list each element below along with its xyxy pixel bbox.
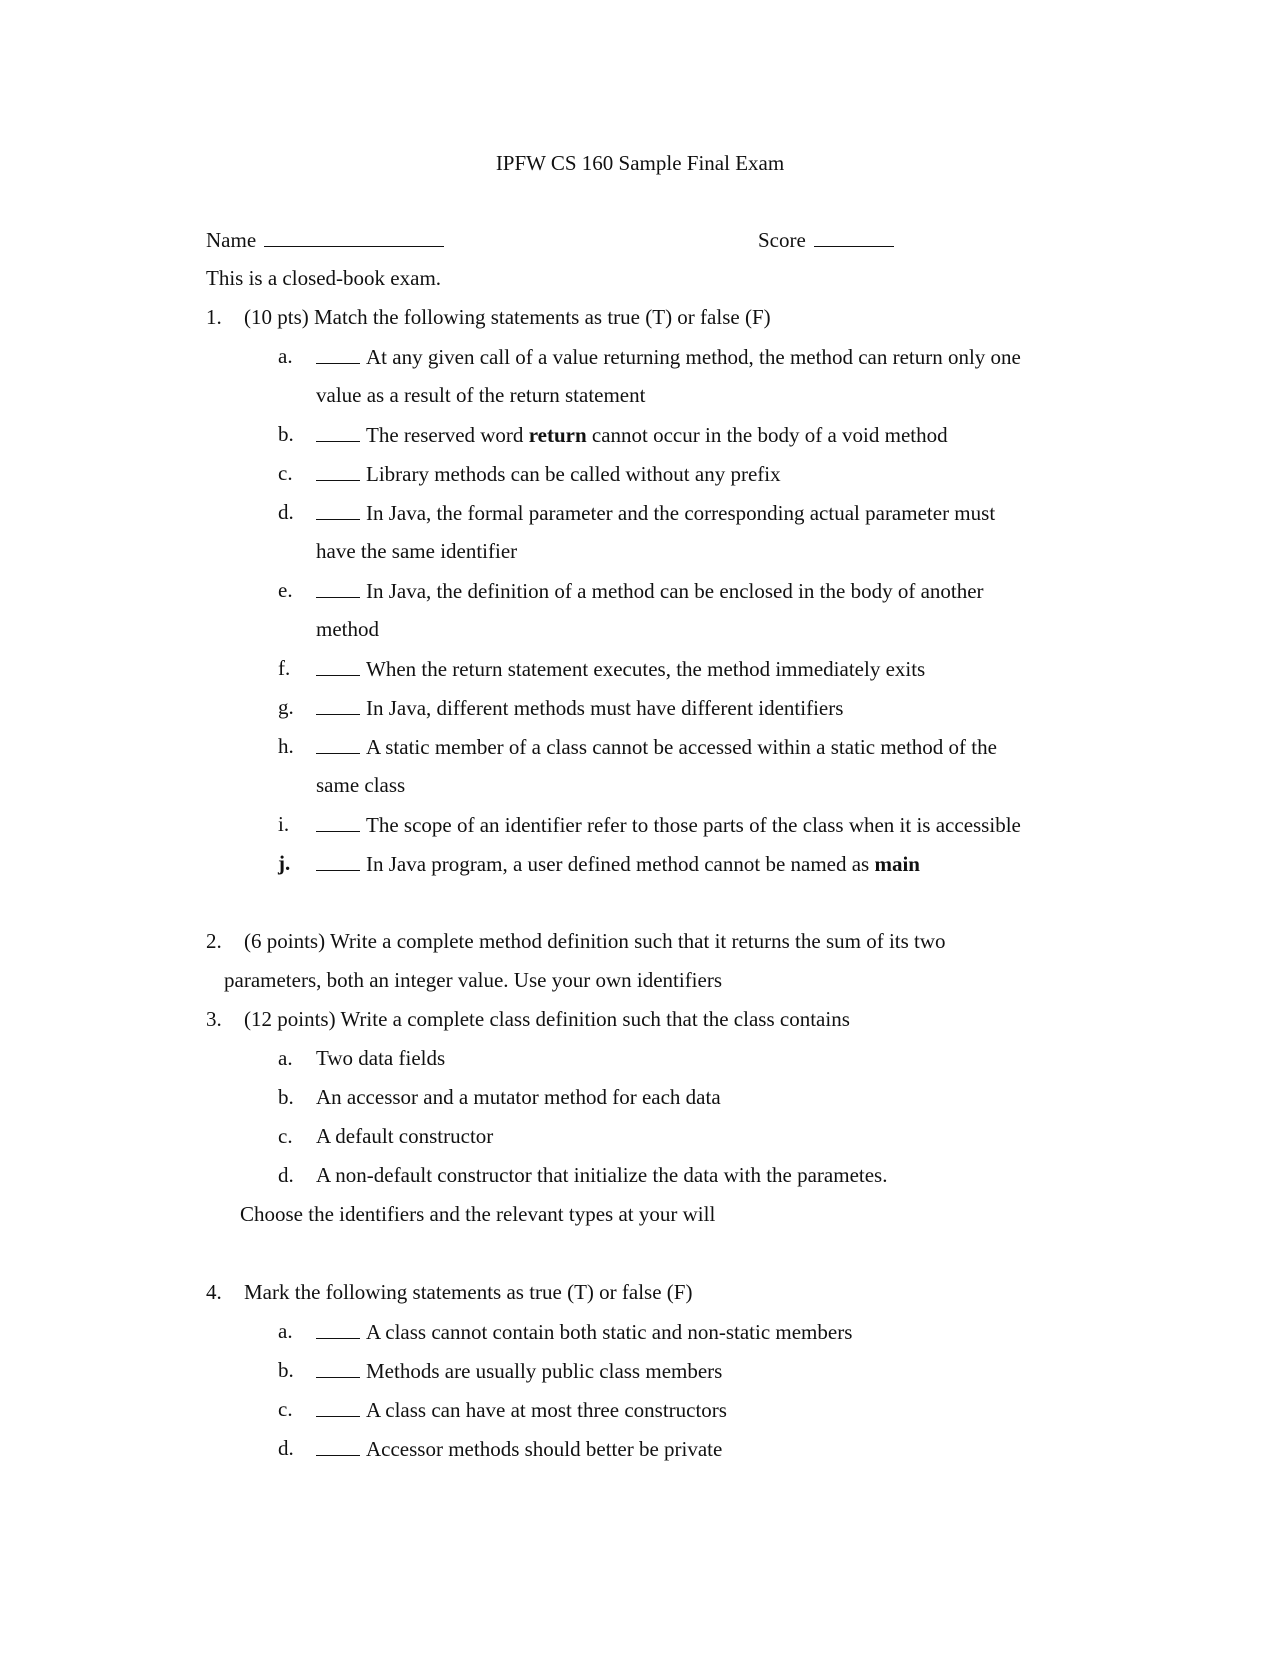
q4-item-letter: d. — [278, 1436, 294, 1460]
q1-item-cont: have the same identifier — [316, 539, 518, 563]
q1-item-letter: g. — [278, 695, 294, 719]
q1-item-letter: i. — [278, 812, 290, 836]
q1-item-text: The scope of an identifier refer to those parts of the class when it is accessible — [366, 813, 1021, 837]
q4-prompt: Mark the following statements as true (T) or false (F) — [244, 1280, 693, 1304]
q4-item — [316, 1438, 722, 1460]
q3-item: Two data fields — [316, 1046, 446, 1070]
q1-item-letter: a. — [278, 344, 293, 368]
q4-item-letter: b. — [278, 1358, 294, 1382]
q1-item-letter: d. — [278, 500, 294, 524]
q4-item-letter: c. — [278, 1397, 293, 1421]
q4-item-text: Methods are usually public class members — [366, 1359, 723, 1383]
q1-item-letter: e. — [278, 578, 293, 602]
q3-item-letter: c. — [278, 1124, 293, 1148]
q1-item — [316, 502, 995, 524]
q4-item — [316, 1399, 727, 1421]
q1-item-cont: method — [316, 617, 379, 641]
answer-blank[interactable] — [316, 424, 360, 442]
q2-number: 2. — [206, 929, 222, 953]
answer-blank[interactable] — [316, 1321, 360, 1339]
q1-item-text: A static member of a class cannot be accessed within a static method of the — [366, 735, 997, 759]
answer-blank[interactable] — [316, 346, 360, 364]
answer-blank[interactable] — [316, 1360, 360, 1378]
q3-item-letter: b. — [278, 1085, 294, 1109]
q1-item — [316, 697, 843, 719]
answer-blank[interactable] — [316, 580, 360, 598]
q1-item — [316, 346, 1021, 368]
q2-prompt-cont: parameters, both an integer value. Use your own identifiers — [224, 968, 723, 992]
q1-item-text: When the return statement executes, the method immediately exits — [366, 657, 926, 681]
answer-blank[interactable] — [316, 814, 360, 832]
q1-item — [316, 580, 984, 602]
q1-item-text: The reserved word — [366, 423, 529, 447]
q1-item-letter: j. — [278, 851, 291, 875]
keyword-main: main — [874, 852, 920, 876]
q1-item-text: In Java, the formal parameter and the corresponding actual parameter must — [366, 501, 996, 525]
q4-item-letter: a. — [278, 1319, 293, 1343]
q2-prompt: (6 points) Write a complete method definition such that it returns the sum of its two — [244, 929, 946, 953]
q1-item — [316, 736, 997, 758]
answer-blank[interactable] — [316, 1399, 360, 1417]
q3-item: A default constructor — [316, 1124, 494, 1148]
page-title: IPFW CS 160 Sample Final Exam — [495, 151, 785, 175]
score-label: Score — [758, 228, 806, 252]
q1-item-letter: b. — [278, 422, 294, 446]
q1-item-cont: same class — [316, 773, 406, 797]
q1-item — [316, 814, 1021, 836]
q1-item — [316, 853, 920, 875]
q1-item-text: Library methods can be called without any prefix — [366, 462, 781, 486]
q4-item-text: A class can have at most three constructors — [366, 1398, 727, 1422]
q3-footer: Choose the identifiers and the relevant types at your will — [240, 1202, 716, 1226]
q1-item-letter: f. — [278, 656, 291, 680]
q3-item: A non-default constructor that initialize the data with the parametes. — [316, 1163, 888, 1187]
answer-blank[interactable] — [316, 463, 360, 481]
q4-item-text: Accessor methods should better be private — [366, 1437, 723, 1461]
q3-number: 3. — [206, 1007, 222, 1031]
keyword-return: return — [528, 423, 587, 447]
answer-blank[interactable] — [316, 697, 360, 715]
q4-item-text: A class cannot contain both static and non-static members — [366, 1320, 853, 1344]
answer-blank[interactable] — [316, 1438, 360, 1456]
name-blank[interactable] — [264, 229, 444, 247]
q1-prompt: (10 pts) Match the following statements as true (T) or false (F) — [244, 305, 771, 329]
q1-item-text: In Java, the definition of a method can be enclosed in the body of another — [366, 579, 984, 603]
q3-item-letter: d. — [278, 1163, 294, 1187]
q4-item — [316, 1360, 722, 1382]
q1-item — [316, 463, 781, 485]
score-blank[interactable] — [814, 229, 894, 247]
q1-item — [316, 658, 925, 680]
q1-item-letter: h. — [278, 734, 294, 758]
q4-item — [316, 1321, 852, 1343]
q3-item-letter: a. — [278, 1046, 293, 1070]
q3-item: An accessor and a mutator method for each data — [316, 1085, 721, 1109]
q4-number: 4. — [206, 1280, 222, 1304]
answer-blank[interactable] — [316, 658, 360, 676]
score-field — [758, 229, 894, 251]
answer-blank[interactable] — [316, 736, 360, 754]
q1-item-text: In Java program, a user defined method cannot be named as — [366, 852, 875, 876]
answer-blank[interactable] — [316, 502, 360, 520]
q1-item-text-post: cannot occur in the body of a void method — [586, 423, 948, 447]
q3-prompt: (12 points) Write a complete class definition such that the class contains — [244, 1007, 850, 1031]
name-field — [206, 229, 444, 251]
q1-item-letter: c. — [278, 461, 293, 485]
q1-item — [316, 424, 948, 446]
name-label: Name — [206, 228, 257, 252]
q1-item-cont: value as a result of the return statement — [316, 383, 646, 407]
answer-blank[interactable] — [316, 853, 360, 871]
q1-item-text: At any given call of a value returning method, the method can return only one — [366, 345, 1021, 369]
q1-item-text: In Java, different methods must have different identifiers — [366, 696, 844, 720]
q1-number: 1. — [206, 305, 222, 329]
exam-note: This is a closed-book exam. — [206, 266, 442, 290]
